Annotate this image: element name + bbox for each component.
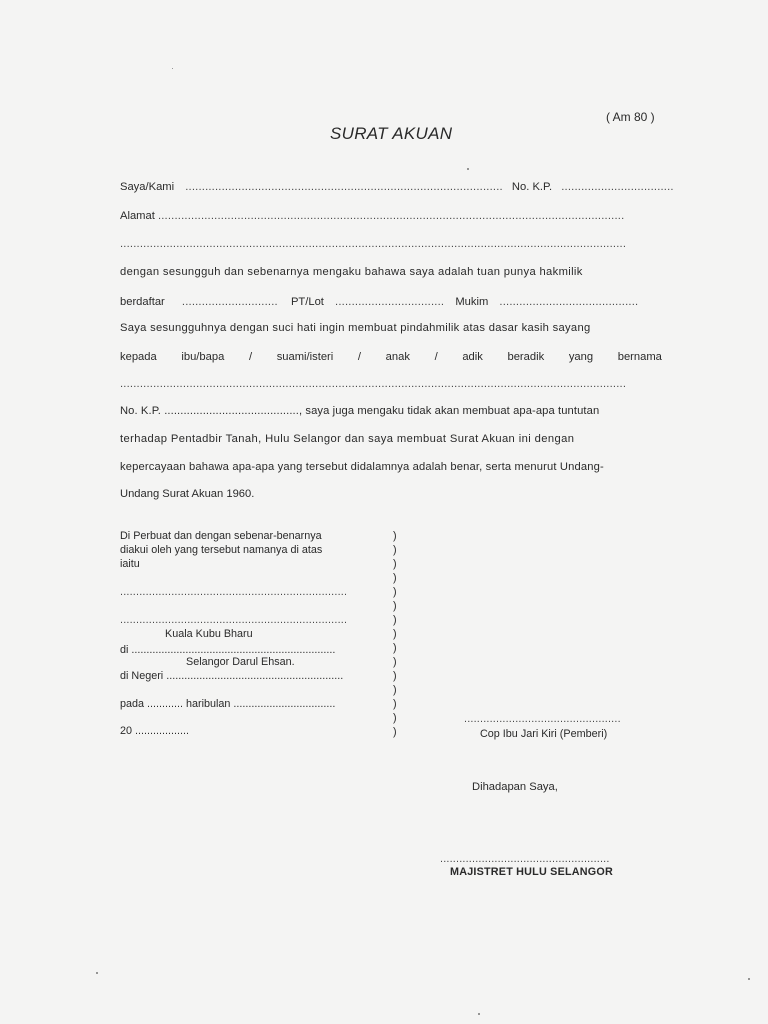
word: beradik (507, 351, 545, 363)
berdaftar-label: berdaftar (120, 296, 165, 308)
word: adik (462, 351, 483, 363)
word: suami/isteri (276, 351, 334, 363)
word: anak (385, 351, 410, 363)
word: kepada (120, 351, 157, 363)
paren: ) (393, 684, 397, 696)
line-undang: Undang Surat Akuan 1960. (120, 488, 255, 500)
line-pentadbir: terhadap Pentadbir Tanah, Hulu Selangor dan saya membuat Surat Akuan ini dengan (120, 433, 575, 445)
alamat-blank-2: ......................................................................................................................................................... (120, 238, 627, 250)
mukim-blank: .......................................... (499, 296, 639, 308)
line-kepada (120, 351, 662, 363)
paren: ) (393, 614, 397, 626)
alamat-blank: ............................................................................................................................................. (157, 210, 625, 222)
paren: ) (393, 628, 397, 640)
attest-blank-1: ....................................................................... (120, 586, 348, 598)
line-saya-kami (120, 181, 674, 193)
form-title: SURAT AKUAN (330, 124, 453, 143)
paren: ) (393, 544, 397, 556)
paren: ) (393, 642, 397, 654)
attest-pada: pada ............ haribulan .................................. (120, 698, 336, 710)
word: / (248, 351, 253, 363)
line-alamat (120, 210, 624, 222)
ptlot-label: PT/Lot (290, 296, 324, 308)
paren: ) (393, 656, 397, 668)
word: ibu/bapa (181, 351, 225, 363)
word: / (357, 351, 362, 363)
word: bernama (617, 351, 662, 363)
scan-speck (96, 972, 98, 974)
paren: ) (393, 712, 397, 724)
magistrate-label: MAJISTRET HULU SELANGOR (450, 866, 613, 878)
attest-place: Kuala Kubu Bharu (165, 628, 253, 640)
berdaftar-blank: ............................. (181, 296, 278, 308)
line-no-kp-tuntutan: No. K.P. .........................................., saya juga mengaku tidak akan membuat apa-apa tuntutan (120, 405, 600, 417)
attest-line-3: iaitu (120, 558, 140, 570)
attest-line-2: diakui oleh yang tersebut namanya di atas (120, 544, 323, 556)
paren: ) (393, 698, 397, 710)
paren: ) (393, 600, 397, 612)
paren: ) (393, 530, 397, 542)
scan-speck (748, 978, 750, 980)
nama-blank: ......................................................................................................................................................... (120, 378, 627, 390)
scan-speck (478, 1013, 480, 1015)
paren: ) (393, 572, 397, 584)
line-berdaftar (120, 296, 638, 308)
paren: ) (393, 558, 397, 570)
word: / (434, 351, 438, 363)
thumbprint-line: ................................................. (464, 713, 621, 725)
attest-year: 20 .................. (120, 725, 190, 737)
ptlot-blank: ................................. (335, 296, 445, 308)
paren: ) (393, 586, 397, 598)
alamat-label: Alamat (120, 210, 155, 222)
paren: ) (393, 670, 397, 682)
attest-di-negeri: di Negeri ........................................................... (120, 670, 344, 682)
line-sungguh: dengan sesungguh dan sebenarnya mengaku bahawa saya adalah tuan punya hakmilik (120, 266, 583, 278)
attest-di: di .................................................................... (120, 644, 336, 656)
line-kepercayaan: kepercayaan bahawa apa-apa yang tersebut didalamnya adalah benar, serta menurut Undang- (120, 461, 604, 473)
attest-state: Selangor Darul Ehsan. (186, 656, 295, 668)
form-reference: ( Am 80 ) (606, 110, 655, 124)
mukim-label: Mukim (455, 296, 489, 308)
paren: ) (393, 726, 397, 738)
thumbprint-label: Cop Ibu Jari Kiri (Pemberi) (480, 728, 608, 740)
word: yang (568, 351, 594, 363)
no-kp-blank: .................................. (561, 181, 674, 193)
saya-kami-label: Saya/Kami (120, 181, 175, 193)
scan-speck (467, 168, 469, 170)
witness-dihadapan: Dihadapan Saya, (472, 781, 558, 793)
saya-kami-blank: ................................................................................................ (185, 181, 503, 193)
scan-speck (172, 68, 173, 69)
line-suci-hati: Saya sesungguhnya dengan suci hati ingin membuat pindahmilik atas dasar kasih sayang (120, 322, 591, 334)
magistrate-line: ..................................................... (440, 853, 610, 865)
no-kp-label: No. K.P. (511, 181, 553, 193)
attest-blank-2: ....................................................................... (120, 614, 348, 626)
attest-line-1: Di Perbuat dan dengan sebenar-benarnya (120, 530, 322, 542)
